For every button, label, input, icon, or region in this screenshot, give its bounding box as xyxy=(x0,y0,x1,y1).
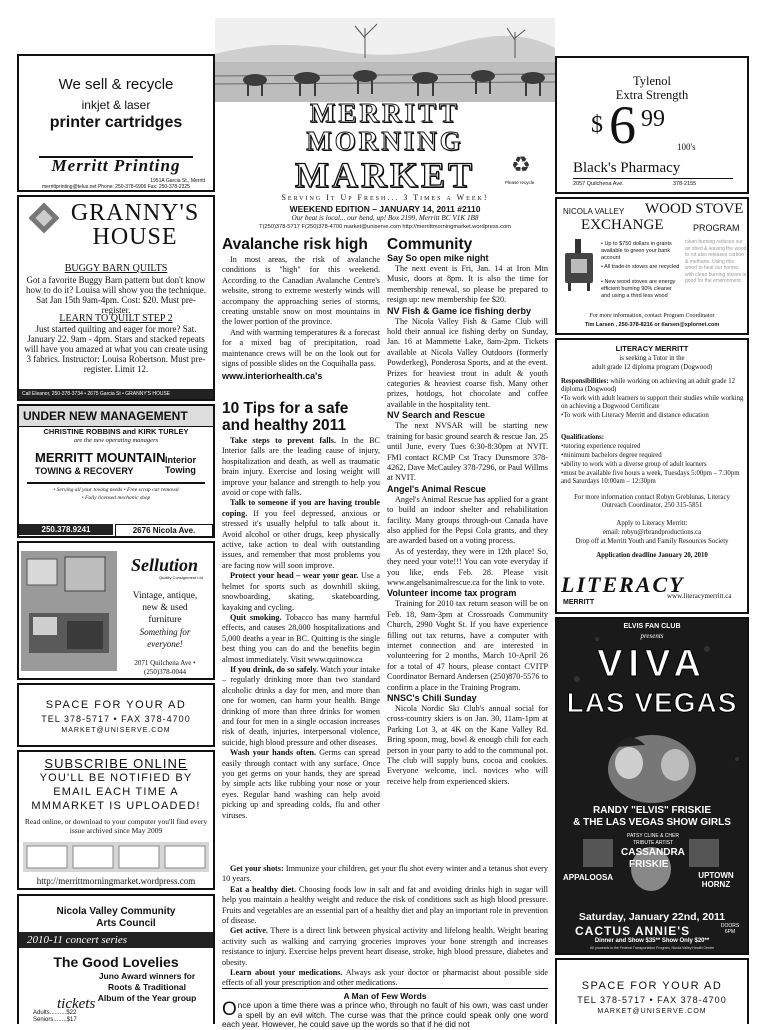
literacy-c3: email: robyn@rbrandproductions.ca xyxy=(602,529,702,536)
concert-price-seniors: Seniors........$17 xyxy=(33,1017,77,1023)
tip-10: Learn about your medications. Always ask your doctor or pharmacist about possible side effects of all your prescription and other medications. xyxy=(222,968,548,988)
sellution-l1: Vintage, antique, xyxy=(132,591,198,601)
sellution-sub: Quality Consignment Ltd. xyxy=(159,575,204,580)
subscribe-l3: MMMARKET IS UPLOADED! xyxy=(31,800,201,812)
literacy-q3: •ability to work with a diverse group of adult learners xyxy=(561,461,707,468)
concert-d1: Juno Award winners for xyxy=(98,971,196,981)
tylenol-cents: 99 xyxy=(641,106,665,132)
tip-1: Take steps to prevent falls. In the BC Interior falls are the leading cause of injury, hospitalization and death, as well as traumatic brain injury. Exercise and losing weight will improve your balance and strength to help you avoid or cope with falls. xyxy=(222,436,380,498)
space-ad-right-title: SPACE FOR YOUR AD xyxy=(581,980,723,992)
subscribe-l2: EMAIL EACH TIME A xyxy=(53,786,179,798)
literacy-site[interactable]: www.literacymerritt.ca xyxy=(667,592,732,600)
concert-price-adults: Adults..........$22 xyxy=(33,1010,77,1016)
avalanche-p1: In most areas, the risk of avalanche conditions is "high" for this weekend. According to the Canadian Avalanche Centre's website, strong to extreme westerly winds will accompany the approaching series of storms, creating unstable snow on most mountains in the lower portion of the province. xyxy=(222,255,380,327)
woodstove-l3: EXCHANGE xyxy=(581,217,664,233)
income-tax-text: Training for 2010 tax return season will be on Feb. 18, 9am-3pm at Crossroads Community Church, 2990 Voght St. If you have experience filling out tax returns, have a computer with internet connection and are interested in volunteering for 2 months, March 10-April 26 for a total of 47 hours, please contact CVITP Coordinator Bernard Andersen (250)870-5576 to confirm a place in the Training Program. xyxy=(387,599,548,692)
woodstove-l1: NICOLA VALLEY xyxy=(563,207,625,216)
towing-name3: TOWING & RECOVERY xyxy=(35,466,134,476)
few-words-dropcap: O xyxy=(222,999,237,1020)
towing-name2: Interior xyxy=(165,455,197,465)
grannys-house-ad xyxy=(17,195,215,401)
arts-council-l1: Nicola Valley Community xyxy=(56,906,176,917)
learn-to-quilt-heading: LEARN TO QUILT STEP 2 xyxy=(59,313,173,324)
tylenol-l2: Extra Strength xyxy=(615,88,689,102)
avalanche-headline: Avalanche risk high xyxy=(222,236,368,253)
search-rescue-text: The next NVSAR will be starting new training for basic ground search & rescue Jan. 25 until June, every Tues 6:30-8:30pm at NVIT. FMI contact RCMP Cst Tracy Dunsmore 378-4262, Dave McCauley 378-7296, or Paul Willms at NVIT. xyxy=(387,421,548,483)
tip-2: Talk to someone if you are having trouble coping. If you feel depressed, anxious or stressed it's usually helpful to talk about it. Avoid alcohol or other drugs, keep physically active, take action to deal with outstanding issues, and remember that most problems you are facing now will soon improve. xyxy=(222,498,380,570)
tip-4: Quit smoking. Tobacco has many harmful effects, and causes 28,000 hospitalizations and 5,000 deaths a year in BC. Quitting is the single best thing you can do and the benefits begin almost immediately. Visit www.quitnow.ca xyxy=(222,612,380,664)
sellution-ad xyxy=(17,541,215,680)
arts-council-ad xyxy=(17,894,215,1024)
woodstove-contact1: For more information, contact Program Coordinator xyxy=(589,313,715,319)
vegas-presents: presents xyxy=(640,632,664,640)
tips-article xyxy=(222,400,380,821)
sellution-l4: Something for xyxy=(139,627,191,637)
tip-8: Eat a healthy diet. Choosing foods low in salt and fat and avoiding drinks high in sugar will help you maintain a healthy weight and reduce the risk of conditions such as high blood pressure. Fruits and vegetables are an essential part of a healthy diet and play an important role in prevention of disease. xyxy=(222,884,548,926)
pharmacy-address: 2057 Quilchena Ave. xyxy=(573,181,624,187)
printing-ad-line1: We sell & recycle xyxy=(58,76,174,93)
vegas-date: Saturday, January 22nd, 2011 xyxy=(578,911,726,923)
woodstove-b2: • All trade-in stoves are recycled xyxy=(601,264,680,270)
sellution-l3: furniture xyxy=(148,615,182,625)
tip-5: If you drink, do so safely. Watch your intake – regularly drinking more than two standard alcoholic drinks a day for men, and more than one for women, can harm your health. Binge drinking of more than three drinks for women and four for men in a single occasion increases risk of death, injuries, interpersonal violence, suicide, high blood pressure and other diseases. xyxy=(222,664,380,747)
vegas-title1: VIVA xyxy=(597,643,707,685)
recycle-icon: ♻ xyxy=(511,152,531,177)
animal-rescue-heading: Angel's Animal Rescue xyxy=(387,483,486,494)
vegas-band1: APPALOOSA xyxy=(563,873,614,882)
tip-7: Get your shots: Immunize your children, get your flu shot every winter and a tetanus shot every 10 years. xyxy=(222,864,548,884)
few-words-headline: A Man of Few Words xyxy=(343,991,427,1001)
literacy-s1: is seeking a Tutor in the xyxy=(619,355,685,362)
literacy-logo: LITERACY xyxy=(561,572,685,597)
vegas-venue: CACTUS ANNIE'S xyxy=(575,924,691,938)
space-ad-left xyxy=(17,683,215,747)
animal-rescue-text-2: As of yesterday, they were in 12th place! So, they need your vote!!! You can vote everyday if you like, ends Feb. 28. Please visit www.angelsanimalrescue.ca for the link to vote. xyxy=(387,546,548,587)
grannys-house-footer: Call Eleanor, 250-378-3734 • 2675 Garcia St • GRANNY'S HOUSE xyxy=(19,389,213,399)
tylenol-l1: Tylenol xyxy=(632,74,671,88)
vegas-prices: Dinner and Show $35** Show Only $20** xyxy=(594,938,710,944)
literacy-c4: Drop off at Merritt Youth and Family Resources Society xyxy=(575,538,729,545)
vegas-band2: UPTOWN HORNZ xyxy=(698,871,734,889)
community-headline: Community xyxy=(387,236,473,253)
community-column xyxy=(387,236,548,787)
concert-band: The Good Lovelies xyxy=(53,954,179,970)
literacy-resp: Responsibilities: while working on achieving an adult grade 12 diploma (Dogwood) xyxy=(561,378,736,394)
printing-ad-line2: inkjet & laser xyxy=(81,98,151,112)
woodstove-ad xyxy=(555,197,749,335)
vegas-cassandra1: CASSANDRA xyxy=(621,847,685,858)
say-so-text: The next event is Fri, Jan. 14 at Iron Mtn Music, doors at 8pm. It is also the time for membership renewal, so please be prepared to resign up: new membership fee $20. xyxy=(387,264,548,305)
literacy-c2: Apply to Literacy Merritt: xyxy=(616,520,688,527)
masthead-contact: T(250)378-5717 F(250)378-4700 market@uniserve.com http://merrittmorningmarket.wordpress.com xyxy=(259,224,511,230)
literacy-q-label: Qualifications: xyxy=(561,434,605,441)
sellution-phone: (250)378-0044 xyxy=(144,668,186,676)
towing-owners-sub: are the new operating managers xyxy=(73,437,159,444)
woodstove-icon xyxy=(563,239,595,295)
woodstove-l4: PROGRAM xyxy=(693,223,740,233)
literacy-q4: •must be available five hours a week, Tuesdays 5:00pm – 7:30pm and Saturdays 10:00am – 12:30pm xyxy=(561,470,740,486)
printing-ad xyxy=(17,54,215,192)
space-ad-left-title: SPACE FOR YOUR AD xyxy=(45,699,187,711)
masthead-edition: WEEKEND EDITION – JANUARY 14, 2011 #2110 xyxy=(289,204,481,214)
avalanche-article xyxy=(222,236,380,381)
vegas-note: All proceeds to the Federal Transportation Program, Nicola Valley Health Centre xyxy=(589,946,715,950)
towing-ad-header: UNDER NEW MANAGEMENT xyxy=(19,406,213,427)
chili-sunday-heading: NNSC's Chili Sunday xyxy=(387,693,477,704)
towing-name4: Towing xyxy=(165,465,196,475)
search-rescue-heading: NV Search and Rescue xyxy=(387,410,486,421)
space-ad-right xyxy=(555,958,749,1024)
masthead-title-line2: MORNING xyxy=(306,126,464,156)
vegas-doors: DOORS 6PM xyxy=(720,923,740,935)
literacy-c1: For more information contact Robyn Greblunas, Literacy Outreach Coordinator, 250 315-5851 xyxy=(574,494,730,510)
subscribe-text: Read online, or download to your computer you'll find every issue archived since May 2009 xyxy=(24,817,208,835)
literacy-title: LITERACY MERRITT xyxy=(615,344,689,353)
woodstove-b3: • New wood stoves are energy efficient burning 90% cleaner and using a third less wood xyxy=(601,279,676,299)
say-so-heading: Say So open mike night xyxy=(387,253,489,263)
subscribe-url[interactable]: http://merrittmorningmarket.wordpress.com xyxy=(36,876,196,886)
masthead-title-line3: MARKET xyxy=(295,155,475,195)
archive-thumbnails xyxy=(19,838,213,874)
tylenol-count: 100's xyxy=(677,142,696,152)
sellution-name: Sellution xyxy=(131,555,199,575)
tip-3: Protect your head – wear your gear. Use a helmet for sports such as downhill skiing, snowboarding, skating, skateboarding, kayaking and cycling. xyxy=(222,571,380,612)
tylenol-dollar: $ xyxy=(591,112,603,138)
sellution-l5: everyone! xyxy=(147,639,183,649)
towing-name1: MERRITT MOUNTAIN xyxy=(35,450,166,465)
literacy-q1: •tutoring experience required xyxy=(561,443,641,450)
income-tax-heading: Volunteer income tax program xyxy=(387,588,517,599)
vegas-title2: LAS VEGAS xyxy=(566,687,738,718)
subscribe-ad xyxy=(17,750,215,890)
vegas-cassandra2: FRISKIE xyxy=(629,859,669,870)
subscribe-l1: YOU'LL BE NOTIFIED BY xyxy=(39,772,193,784)
woodstove-contact2: Tim Larsen , 250-378-8216 or tlarsen@xplornet.com xyxy=(584,322,720,328)
fish-game-text: The Nicola Valley Fish & Game Club will hold their annual ice fishing derby on Sunday, Jan. 16 at Mammette Lake, 8am-2pm. Tickets available at Nicola Valley Outdoors (formerly Powderkeg), Ponderosa Sports, and at the event. Prizes for heaviest trout in adult & youth categories & heaviest coarse fish. Many other prizes, hotdogs, hot chocolate and coffee available in the hospitality tent. xyxy=(387,316,548,409)
subscribe-title: SUBSCRIBE ONLINE xyxy=(44,756,188,771)
buggy-barn-heading: BUGGY BARN QUILTS xyxy=(64,263,168,274)
pharmacy-name: Black's Pharmacy xyxy=(573,160,681,176)
recycle-label: Please recycle xyxy=(505,180,535,185)
literacy-q2: •minimum bachelors degree required xyxy=(561,452,662,459)
vegas-patsy: PATSY CLINE & CHER xyxy=(627,833,679,839)
interiorhealth-link[interactable]: www.interiorhealth.ca's xyxy=(222,371,323,382)
grannys-house-title: GRANNY'S HOUSE xyxy=(70,200,200,250)
printing-ad-line3: printer cartridges xyxy=(49,114,183,131)
buggy-barn-text: Got a favorite Buggy Barn pattern but don't know how to do it? Louisa will show you the technique. Sat Jan 15th 9am-4pm. Cost: $20. Must pre-register. xyxy=(26,275,206,315)
masthead-tagline: Serving It Up Fresh... 3 Times a Week! xyxy=(281,193,489,202)
towing-ad xyxy=(17,404,215,538)
concert-d3: Album of the Year group xyxy=(97,993,197,1003)
printing-logo: Merritt Printing xyxy=(51,156,181,175)
space-ad-left-line: TEL 378-5717 • FAX 378-4700 xyxy=(41,714,191,724)
towing-services1: • Serving all your towing needs • Free scrap car removal xyxy=(53,487,179,493)
towing-services2: • Fully licensed mechanic shop xyxy=(81,495,151,501)
few-words-article xyxy=(222,988,548,1030)
viva-las-vegas-ad xyxy=(555,617,749,955)
literacy-r3: •To work with Literacy Merritt and distance education xyxy=(561,412,709,419)
concert-series: 2010-11 concert series xyxy=(19,932,213,948)
towing-address: 2676 Nicola Ave. xyxy=(115,524,213,537)
tip-9: Get active. There is a direct link between physical activity and lifelong health. Weight bearing activity such as walking and carrying groceries improves your bone strength and increases resistance to injury. Exercise helps prevent heart disease, stroke, high blood pressure, diabetes and obesity. xyxy=(222,926,549,967)
arts-council-l2: Arts Council xyxy=(96,918,156,929)
space-ad-left-email: MARKET@UNISERVE.COM xyxy=(61,727,171,734)
vegas-club: ELVIS FAN CLUB xyxy=(623,623,681,630)
masthead-photo xyxy=(215,18,555,102)
tylenol-price: 6 xyxy=(609,95,636,155)
printing-contact: merrittprinting@telus.net Phone: 250-378-6906 Fax: 250-378-2325 xyxy=(42,184,190,190)
tylenol-ad xyxy=(555,56,749,194)
literacy-r2: •To work with adult learners to support their studies while working on achieving a Dogwood Certificate xyxy=(561,395,744,411)
woodstove-b1: • Up to $750 dollars in grants available to green your bank account xyxy=(601,241,672,261)
chili-sunday-text: Nicola Nordic Ski Club's annual social for cross-country skiers is on Jan. 30, 11am-1pm at Parking Lot 3, at 4K on the Kane Valley Rd. Bring spoon, mug, bowl & enough chili for each person in your party to add to the communal pot. The club will supply buns, cocoa and cookies. Everyone welcome, incl. novices who will receive help from experienced skiers. xyxy=(387,704,548,786)
woodstove-l2: WOOD STOVE xyxy=(645,201,744,217)
concert-tickets: tickets xyxy=(57,996,96,1012)
tip-6: Wash your hands often. Germs can spread easily through contact with any surface. Once you get germs on your hands, they are spread by simple acts like rubbing your nose or your eyes. Regular hand washing can help avoid picking up and spreading colds, flu and other viruses. xyxy=(222,748,380,820)
literacy-s2: adult grade 12 diploma program (Dogwood) xyxy=(591,364,713,371)
literacy-ad xyxy=(555,338,749,614)
towing-owners: CHRISTINE ROBBINS and KIRK TURLEY xyxy=(43,427,189,436)
space-ad-right-email: MARKET@UNISERVE.COM xyxy=(597,1008,707,1015)
vegas-tribute: TRIBUTE ARTIST xyxy=(633,840,674,846)
tips-headline: 10 Tips for a safe and healthy 2011 xyxy=(222,400,349,434)
masthead xyxy=(215,18,555,233)
pharmacy-phone: 378-2155 xyxy=(673,181,697,187)
space-ad-right-line: TEL 378-5717 • FAX 378-4700 xyxy=(577,995,727,1005)
furniture-photo xyxy=(21,551,117,671)
sellution-l2: new & used xyxy=(142,603,188,613)
towing-phone: 250.378.9241 xyxy=(19,524,113,535)
few-words-text: Once upon a time there was a prince who, through no fault of his own, was cast under a spell by an evil witch. The curse was that the prince could speak only one word each year. However, he could save up the words so that if he did not xyxy=(222,999,548,1030)
fish-game-heading: NV Fish & Game ice fishing derby xyxy=(387,305,532,316)
animal-rescue-text: Angel's Animal Rescue has applied for a grant to build an indoor shelter and rehabilitation facility. Many groups through-out Canada have also applied for the Pepsi Cola grants, and they are awarded based on a voting process. xyxy=(387,494,548,546)
tips-continued xyxy=(222,864,548,989)
masthead-title-line1: MERRITT xyxy=(309,98,460,128)
concert-d2: Roots & Traditional xyxy=(108,982,186,992)
sellution-address: 2071 Quilchena Ave • xyxy=(134,659,196,667)
avalanche-p2: And with warming temperatures & a forecast for a mixed bag of precipitation, road maintenance crews will be on the look out for signs of possible slides on the Coquihalla pass. xyxy=(222,327,380,369)
masthead-motto: Our beat is local... our bend, up! Box 2199, Merritt BC V1K 1B8 xyxy=(291,214,479,222)
literacy-deadline: Application deadline January 20, 2010 xyxy=(596,552,708,559)
woodstove-side: clean burning reduces our air shed & leaving the wood to rot also releases carbon & methane. Using this wood to heat our homes with clean burning stoves is good for the environment. xyxy=(685,239,747,284)
literacy-logo-sub: MERRITT xyxy=(563,599,595,606)
vegas-show: & THE LAS VEGAS SHOW GIRLS xyxy=(573,817,731,828)
learn-to-quilt-text: Just started quilting and eager for more? Sat. January 22. 9am - 4pm. Stars and stacked repeats will have you amazed at what you can create using 3 fabrics. Instructor: Louisa Robertson. Must pre-register. Limit 12. xyxy=(24,324,208,374)
printing-address: 1951A Garcia St., Merritt xyxy=(150,178,205,184)
vegas-star: RANDY "ELVIS" FRISKIE xyxy=(592,805,712,816)
